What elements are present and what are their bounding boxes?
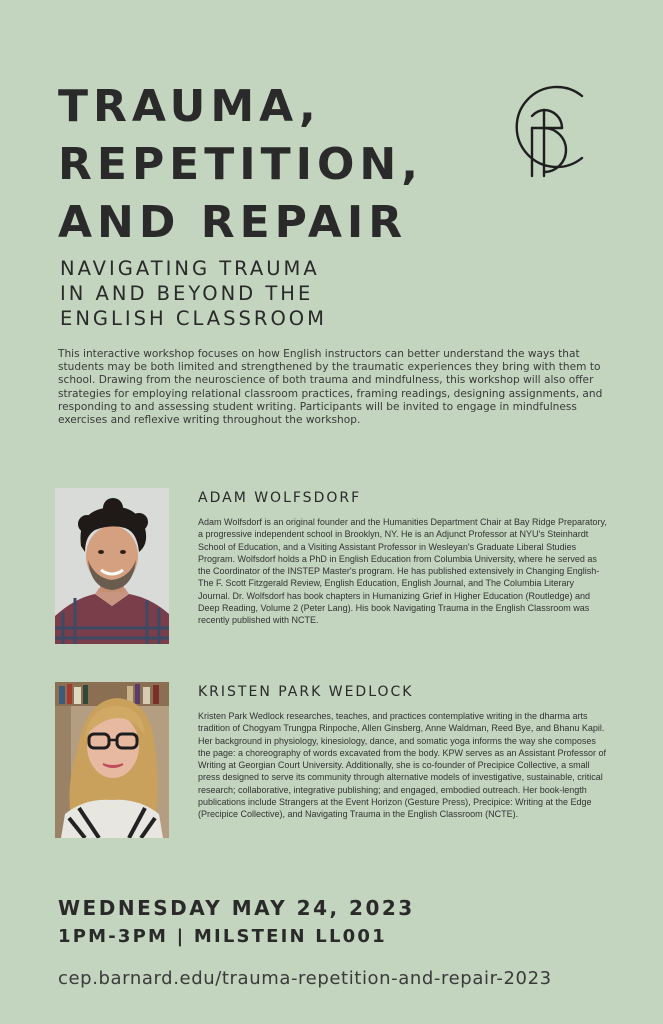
- speaker-name: ADAM WOLFSDORF: [198, 490, 362, 506]
- subtitle-line: NAVIGATING TRAUMA: [60, 257, 320, 280]
- poster-subtitle: [60, 256, 327, 331]
- event-url: cep.barnard.edu/trauma-repetition-and-repair-2023: [58, 968, 552, 989]
- title-line: AND REPAIR: [58, 197, 408, 248]
- poster-title: [58, 78, 423, 252]
- subtitle-line: ENGLISH CLASSROOM: [60, 307, 327, 330]
- speaker-name: KRISTEN PARK WEDLOCK: [198, 684, 414, 700]
- speaker-photo-kristen-park-wedlock: [55, 682, 169, 838]
- speaker-bio-adam-wolfsdorf: [198, 490, 608, 627]
- cep-monogram-icon: [502, 76, 588, 184]
- subtitle-line: IN AND BEYOND THE: [60, 282, 314, 305]
- workshop-description: This interactive workshop focuses on how English instructors can better understand the ways that students may be both limited and strengthened by the traumatic experiences they bring with them to school. Drawing from the neuroscience of both trauma and mindfulness, this workshop will also offer strategies for employing relational classroom practices, framing readings, designing assignments, and responding to and assessing student writing. Participants will be invited to engage in mindfulness exercises and reflexive writing throughout the workshop.: [58, 348, 603, 427]
- speaker-bio-text: Adam Wolfsdorf is an original founder and the Humanities Department Chair at Bay Ridge Preparatory, a progressive independent school in Brooklyn, NY. He is an Adjunct Professor at NYU's Steinhardt School of Education, and a Visiting Assistant Professor in Wesleyan's Graduate Liberal Studies Program. Wolfsdorf holds a PhD in English Education from Columbia University, where he served as the Coordinator of the INSTEP Master's program. He has published extensively in Changing English- The F. Scott Fitzgerald Review, English Education, English Journal, and The Columbia Literary Journal. Dr. Wolfsdorf has book chapters in Humanizing Grief in Higher Education (Routledge) and Deep Reading, Volume 2 (Peter Lang). His book Navigating Trauma in the English Classroom was recently published with NCTE.: [198, 517, 607, 626]
- title-line: TRAUMA,: [58, 81, 321, 132]
- event-time-location: 1PM-3PM | MILSTEIN LL001: [58, 926, 387, 947]
- event-date: WEDNESDAY MAY 24, 2023: [58, 896, 415, 920]
- speaker-bio-kristen-park-wedlock: [198, 684, 608, 821]
- title-line: REPETITION,: [58, 139, 423, 190]
- speaker-bio-text: Kristen Park Wedlock researches, teaches, and practices contemplative writing in the dharma arts tradition of Chogyam Trungpa Rinpoche, Allen Ginsberg, Anne Waldman, Reed Bye, and Bhanu Kapil. Her background in physiology, kinesiology, dance, and somatic yoga informs the way she composes the page: a choreography of words excavated from the body. KPW serves as an Assistant Professor of Writing at Georgian Court University. Additionally, she is co-founder of Precipice Collective, a small press designed to serve its community through alternative models of investigative, sustainable, critical research; collaborative, integrative publishing; and engaged, embodied outreach. Her book-length publications include Strangers at the Event Horizon (Gesture Press), Precipice: Writing at the Edge (Precipice Collective), and Navigating Trauma in the English Classroom (NCTE).: [198, 711, 607, 820]
- speaker-photo-adam-wolfsdorf: [55, 488, 169, 644]
